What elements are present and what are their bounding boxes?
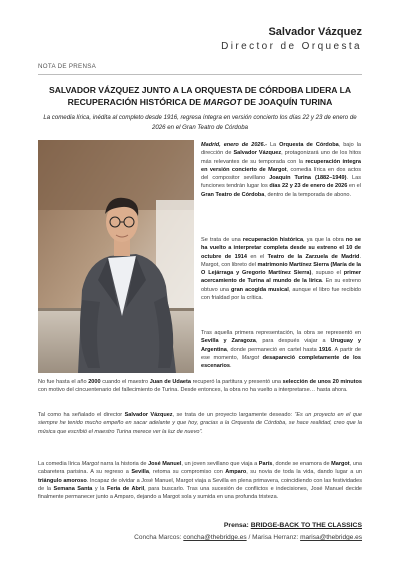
paragraph-synopsis: La comedia lírica Margot narra la historia de José Manuel, un joven sevillano que viaja a París, donde se enamora de Margot, una cabaretera parisina. A su regreso a Sevilla, retoma su compromiso con Amparo, su novia de toda la vida, dando lugar a un triángulo amoroso. Incapaz de olvidar a José Manuel, Margot viaja a Sevilla en plena primavera, coincidiendo con las festividades de la Semana Santa y la Feria de Abril, para buscarlo. Tras una sucesión de conflictos e indecisiones, José Manuel decide finalmente permanecer junto a Amparo, dejando a Margot sola y sumida en una profunda tristeza.	[38, 461, 363, 500]
press-release-label: NOTA DE PRENSA	[38, 63, 97, 70]
press-org-link[interactable]: BRIDGE-BACK TO THE CLASSICS	[250, 522, 362, 529]
header-name: Salvador Vázquez	[268, 26, 362, 38]
press-contacts: Concha Marcos: concha@thebridge.es / Marisa Herranz: marisa@thebridge.es	[134, 534, 362, 541]
paragraph-history: Se trata de una recuperación histórica, ya que la obra no se ha vuelto a interpretar completa desde su estreno el 10 de octubre de 1914 en el Teatro de la Zarzuela de Madrid. Margot, con libreto del matrimonio Martínez Sierra (María de la O Lejárraga y Gregorio Martínez Sierra), supuso el primer acercamiento de Turina al mundo de la lírica. En su estreno obtuvo una gran acogida musical, aunque el libro fue recibido con frialdad por la crítica.	[201, 237, 362, 301]
contact2-email-link[interactable]: marisa@thebridge.es	[300, 534, 362, 541]
headline: SALVADOR VÁZQUEZ JUNTO A LA ORQUESTA DE CÓRDOBA LIDERA LA RECUPERACIÓN HISTÓRICA DE MARGOT DE JOAQUÍN TURINA	[48, 85, 352, 107]
paragraph-director-quote: Tal como ha señalado el director Salvador Vázquez, se trata de un proyecto largamente deseado: “Es un proyecto en el que siempre he tenido mucho empeño en sacar adelante y que hoy, gracias a la Orquesta de Córdoba, se hace realidad, creo que la música que escribió el maestro Turina merece ver la luz de nuevo”.	[38, 412, 362, 435]
header-divider	[38, 74, 362, 75]
paragraph-intro: Madrid, enero de 2026.- La Orquesta de Córdoba, bajo la dirección de Salvador Vázquez, protagonizará uno de los hitos más relevantes de su temporada con la recuperación íntegra en versión concierto de Margot, comedia lírica en dos actos del compositor sevillano Joaquín Turina (1882–1949). Las funciones tendrán lugar los días 22 y 23 de enero de 2026 en el Gran Teatro de Córdoba, dentro de la temporada de abono.	[201, 142, 362, 198]
press-contact-org: Prensa: BRIDGE-BACK TO THE CLASSICS	[223, 522, 362, 529]
paragraph-after-premiere: Tras aquella primera representación, la obra se representó en Sevilla y Zaragoza, para después viajar a Uruguay y Argentina, donde permaneció en cartel hasta 1916. A partir de ese momento, Margot desapareció completamente de los escenarios.	[201, 330, 361, 369]
paragraph-recovery-2000: No fue hasta el año 2000 cuando el maestro Juan de Udaeta recuperó la partitura y presentó una selección de unos 20 minutos con motivo del cincuentenario del fallecimiento de Turina. Desde entonces, la obra no ha vuelto a interpretarse… hasta ahora.	[38, 379, 363, 394]
header-role: Director de Orquesta	[221, 41, 362, 52]
conductor-photo	[38, 140, 194, 373]
contact1-email-link[interactable]: concha@thebridge.es	[183, 534, 247, 541]
subheadline: La comedia lírica, inédita al completo desde 1916, regresa íntegra en versión concierto los días 22 y 23 de enero de 2026 en el Gran Teatro de Córdoba	[43, 114, 357, 131]
